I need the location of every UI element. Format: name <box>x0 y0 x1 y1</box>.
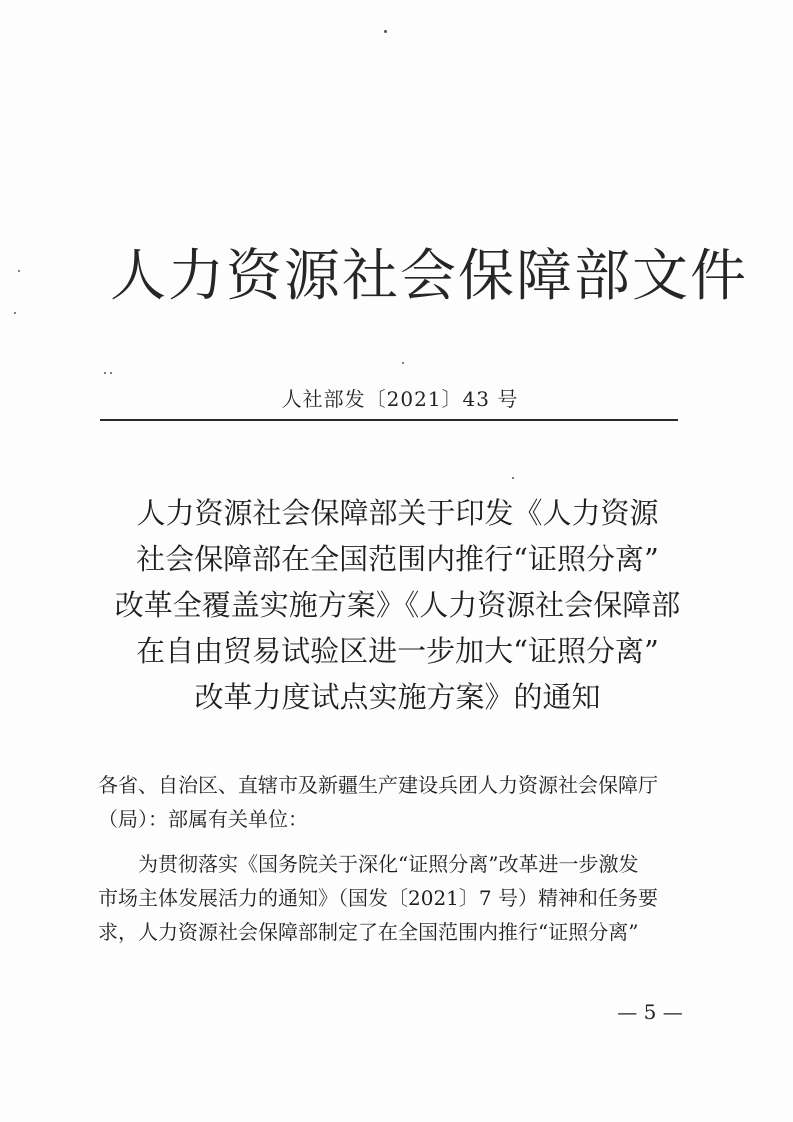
notice-title-line: 改革力度试点实施方案》的通知 <box>194 680 601 714</box>
notice-title-line: 改革全覆盖实施方案》《人力资源社会保障部 <box>114 588 681 622</box>
salutation <box>98 768 688 836</box>
salutation-line: 各省、自治区、直辖市及新疆生产建设兵团人力资源社会保障厅 <box>98 773 658 797</box>
notice-title-line: 人力资源社会保障部关于印发《人力资源 <box>136 496 659 530</box>
notice-title <box>110 490 685 720</box>
scan-speck <box>512 477 514 479</box>
body-line: 为贯彻落实《国务院关于深化“证照分离”改革进一步激发 <box>98 852 639 876</box>
header-divider-line <box>100 419 678 421</box>
scan-speck <box>110 372 112 374</box>
issuer-masthead: 人力资源社会保障部文件 <box>110 244 748 309</box>
notice-title-line: 在自由贸易试验区进一步加大“证照分离” <box>136 634 659 668</box>
scan-speck <box>402 362 404 364</box>
body-paragraph <box>98 847 688 949</box>
salutation-line: （局）：部属有关单位： <box>98 807 308 831</box>
body-line: 求，人力资源社会保障部制定了在全国范围内推行“证照分离” <box>98 920 639 944</box>
document-number: 人社部发〔2021〕43 号 <box>281 387 519 411</box>
scan-speck <box>14 312 16 314</box>
scan-speck <box>18 270 20 272</box>
notice-title-line: 社会保障部在全国范围内推行“证照分离” <box>136 542 659 576</box>
scan-speck <box>104 372 106 374</box>
scan-speck <box>384 30 387 33</box>
page-number: — 5 — <box>617 1000 683 1024</box>
body-line: 市场主体发展活力的通知》（国发〔2021〕7 号）精神和任务要 <box>98 886 658 910</box>
